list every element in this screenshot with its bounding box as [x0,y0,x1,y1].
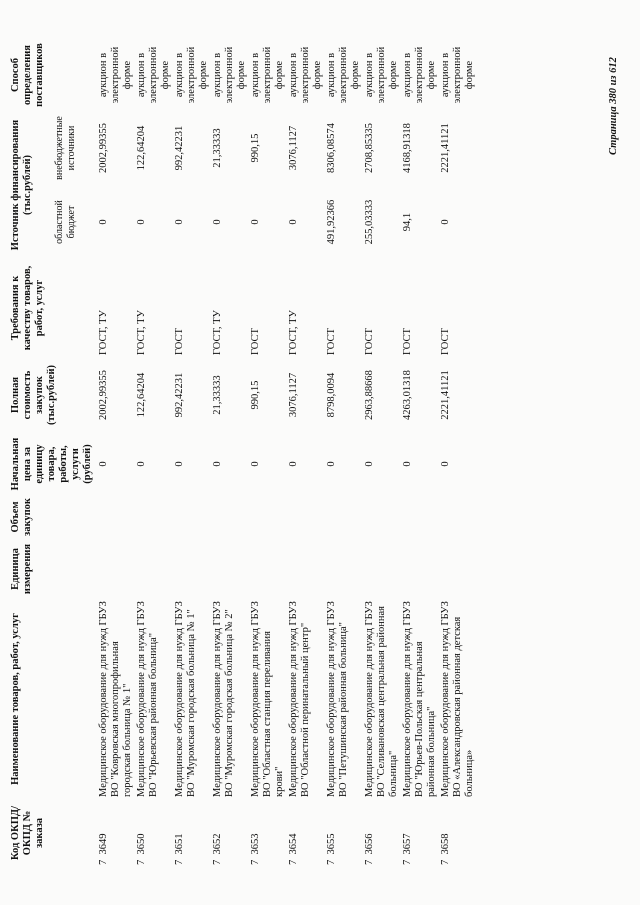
name-cell: Медицинское оборудование для нужд ГБУЗ ВО "Селивановская центральная районная больница" [364,601,399,797]
extra-cell: 21,33333 [212,128,223,168]
extra-cell: 4168,91318 [402,123,413,173]
volume-cell [364,495,402,539]
volume-cell [174,495,212,539]
header-funding-extra: внебюджетные источники [54,116,77,180]
quality-cell: ГОСТ [440,328,451,355]
quality-cell: ГОСТ [364,328,375,355]
code-okpd: 7 [364,859,375,865]
method-cell: аукцион в электронной форме [364,46,399,104]
code-cell [250,799,288,867]
table-row [136,39,174,867]
code-okpd: 7 [326,859,337,865]
order-number: 3657 [402,833,413,855]
code-cell [326,799,364,867]
price-cell: 0 [136,461,147,467]
order-number: 3649 [98,833,109,855]
name-cell: Медицинское оборудование для нужд ГБУЗ ВО "Юрьев-Польская центральная районная больница" [402,601,437,797]
total-cell: 21,33333 [212,375,223,415]
method-cell: аукцион в электронной форме [212,46,247,104]
quality-cell: ГОСТ [174,328,185,355]
unit-cell [136,539,174,599]
code-cell [98,799,136,867]
table-row [250,39,288,867]
order-number: 3651 [174,833,185,855]
total-cell: 122,64204 [136,372,147,418]
table-row [174,39,212,867]
method-cell: аукцион в электронной форме [174,46,209,104]
total-cell: 2002,99355 [98,370,109,420]
method-cell: аукцион в электронной форме [136,46,171,104]
volume-cell [212,495,250,539]
extra-cell: 3076,1127 [288,125,299,171]
price-cell: 0 [402,461,413,467]
price-cell: 0 [288,461,299,467]
code-okpd: 7 [212,859,223,865]
order-number: 3653 [250,833,261,855]
price-cell: 0 [440,461,451,467]
table-row [326,39,364,867]
table-body [98,39,478,867]
order-number: 3658 [440,833,451,855]
extra-cell: 122,64204 [136,125,147,171]
table-row [212,39,250,867]
order-number: 3654 [288,833,299,855]
unit-cell [174,539,212,599]
code-cell [288,799,326,867]
table-row [364,39,402,867]
unit-cell [98,539,136,599]
unit-cell [326,539,364,599]
regional-cell: 0 [174,219,185,225]
method-cell: аукцион в электронной форме [250,46,285,104]
code-okpd: 7 [174,859,185,865]
unit-cell [288,539,326,599]
quality-cell: ГОСТ [326,328,337,355]
volume-cell [402,495,440,539]
regional-cell: 0 [212,219,223,225]
total-cell: 4263,01318 [402,370,413,420]
code-okpd: 7 [250,859,261,865]
code-cell [136,799,174,867]
extra-cell: 2708,85335 [364,123,375,173]
total-cell: 3076,1127 [288,372,299,418]
regional-cell: 0 [136,219,147,225]
table-row [288,39,326,867]
extra-cell: 2221,41121 [440,123,451,173]
price-cell: 0 [250,461,261,467]
unit-cell [440,539,478,599]
table-row [440,39,478,867]
volume-cell [98,495,136,539]
extra-cell: 2002,99355 [98,123,109,173]
price-cell: 0 [98,461,109,467]
header-name: Наименование товаров, работ, услуг [10,613,21,785]
unit-cell [250,539,288,599]
header-price: Начальная цена за единицу товара, работы, услуги (рублей) [10,437,93,491]
method-cell: аукцион в электронной форме [326,46,361,104]
procurement-table [10,39,478,867]
price-cell: 0 [212,461,223,467]
header-funding-regional: областной бюджет [54,200,77,244]
name-cell: Медицинское оборудование для нужд ГБУЗ ВО «Александровская районная детская больница» [440,601,475,797]
total-cell: 8798,0094 [326,372,337,418]
total-cell: 2963,88668 [364,370,375,420]
price-cell: 0 [364,461,375,467]
regional-cell: 94,1 [402,212,413,232]
name-cell: Медицинское оборудование для нужд ГБУЗ ВО "Муромская городская больница № 2" [212,601,235,797]
total-cell: 992,42231 [174,372,185,418]
unit-cell [402,539,440,599]
volume-cell [326,495,364,539]
extra-cell: 992,42231 [174,125,185,171]
total-cell: 2221,41121 [440,370,451,420]
quality-cell: ГОСТ, ТУ [98,310,109,355]
page-number: Страница 380 из 612 [608,57,619,155]
table-row [402,39,440,867]
header-funding: Источник финансирования (тыс.рублей) [10,119,33,251]
quality-cell: ГОСТ [402,328,413,355]
regional-cell: 0 [250,219,261,225]
quality-cell: ГОСТ, ТУ [212,310,223,355]
header-quality: Требования к качеству товаров, работ, услуг [10,265,45,351]
regional-cell: 491,92366 [326,199,337,245]
name-cell: Медицинское оборудование для нужд ГБУЗ ВО "Областная станция переливания крови" [250,601,285,797]
code-okpd: 7 [440,859,451,865]
quality-cell: ГОСТ [250,328,261,355]
order-number: 3652 [212,833,223,855]
volume-cell [288,495,326,539]
order-number: 3655 [326,833,337,855]
regional-cell: 0 [98,219,109,225]
code-cell [212,799,250,867]
quality-cell: ГОСТ, ТУ [288,310,299,355]
header-total: Полная стоимость закупок (тыс.рублей) [10,364,57,426]
name-cell: Медицинское оборудование для нужд ГБУЗ ВО "Областной перинатальный центр" [288,601,311,797]
code-cell [364,799,402,867]
quality-cell: ГОСТ, ТУ [136,310,147,355]
method-cell: аукцион в электронной форме [288,46,323,104]
unit-cell [212,539,250,599]
method-cell: аукцион в электронной форме [402,46,437,104]
header-code: Код ОКПД/ ОКПД № заказа [10,805,45,861]
code-okpd: 7 [136,859,147,865]
price-cell: 0 [326,461,337,467]
name-cell: Медицинское оборудование для нужд ГБУЗ ВО "Муромская городская больница № 1" [174,601,197,797]
extra-cell: 8306,08574 [326,123,337,173]
regional-cell: 255,03333 [364,199,375,245]
extra-cell: 990,15 [250,133,261,163]
order-number: 3650 [136,833,147,855]
method-cell: аукцион в электронной форме [98,46,133,104]
header-unit: Единица измерения [10,543,33,595]
name-cell: Медицинское оборудование для нужд ГБУЗ ВО "Юрьевская районная больница" [136,601,159,797]
code-okpd: 7 [98,859,109,865]
code-cell [440,799,478,867]
header-method: Способ определения поставщиков [10,43,45,107]
method-cell: аукцион в электронной форме [440,46,475,104]
header-volume: Объем закупок [10,498,33,536]
name-cell: Медицинское оборудование для нужд ГБУЗ ВО "Петушинская районная больница" [326,601,349,797]
code-cell [174,799,212,867]
code-cell [402,799,440,867]
regional-cell: 0 [440,219,451,225]
total-cell: 990,15 [250,380,261,410]
name-cell: Медицинское оборудование для нужд ГБУЗ ВО "Ковровская многопрофильная городская больница № 1" [98,601,133,797]
table-row [98,39,136,867]
volume-cell [136,495,174,539]
code-okpd: 7 [402,859,413,865]
price-cell: 0 [174,461,185,467]
volume-cell [440,495,478,539]
order-number: 3656 [364,833,375,855]
unit-cell [364,539,402,599]
volume-cell [250,495,288,539]
regional-cell: 0 [288,219,299,225]
code-okpd: 7 [288,859,299,865]
